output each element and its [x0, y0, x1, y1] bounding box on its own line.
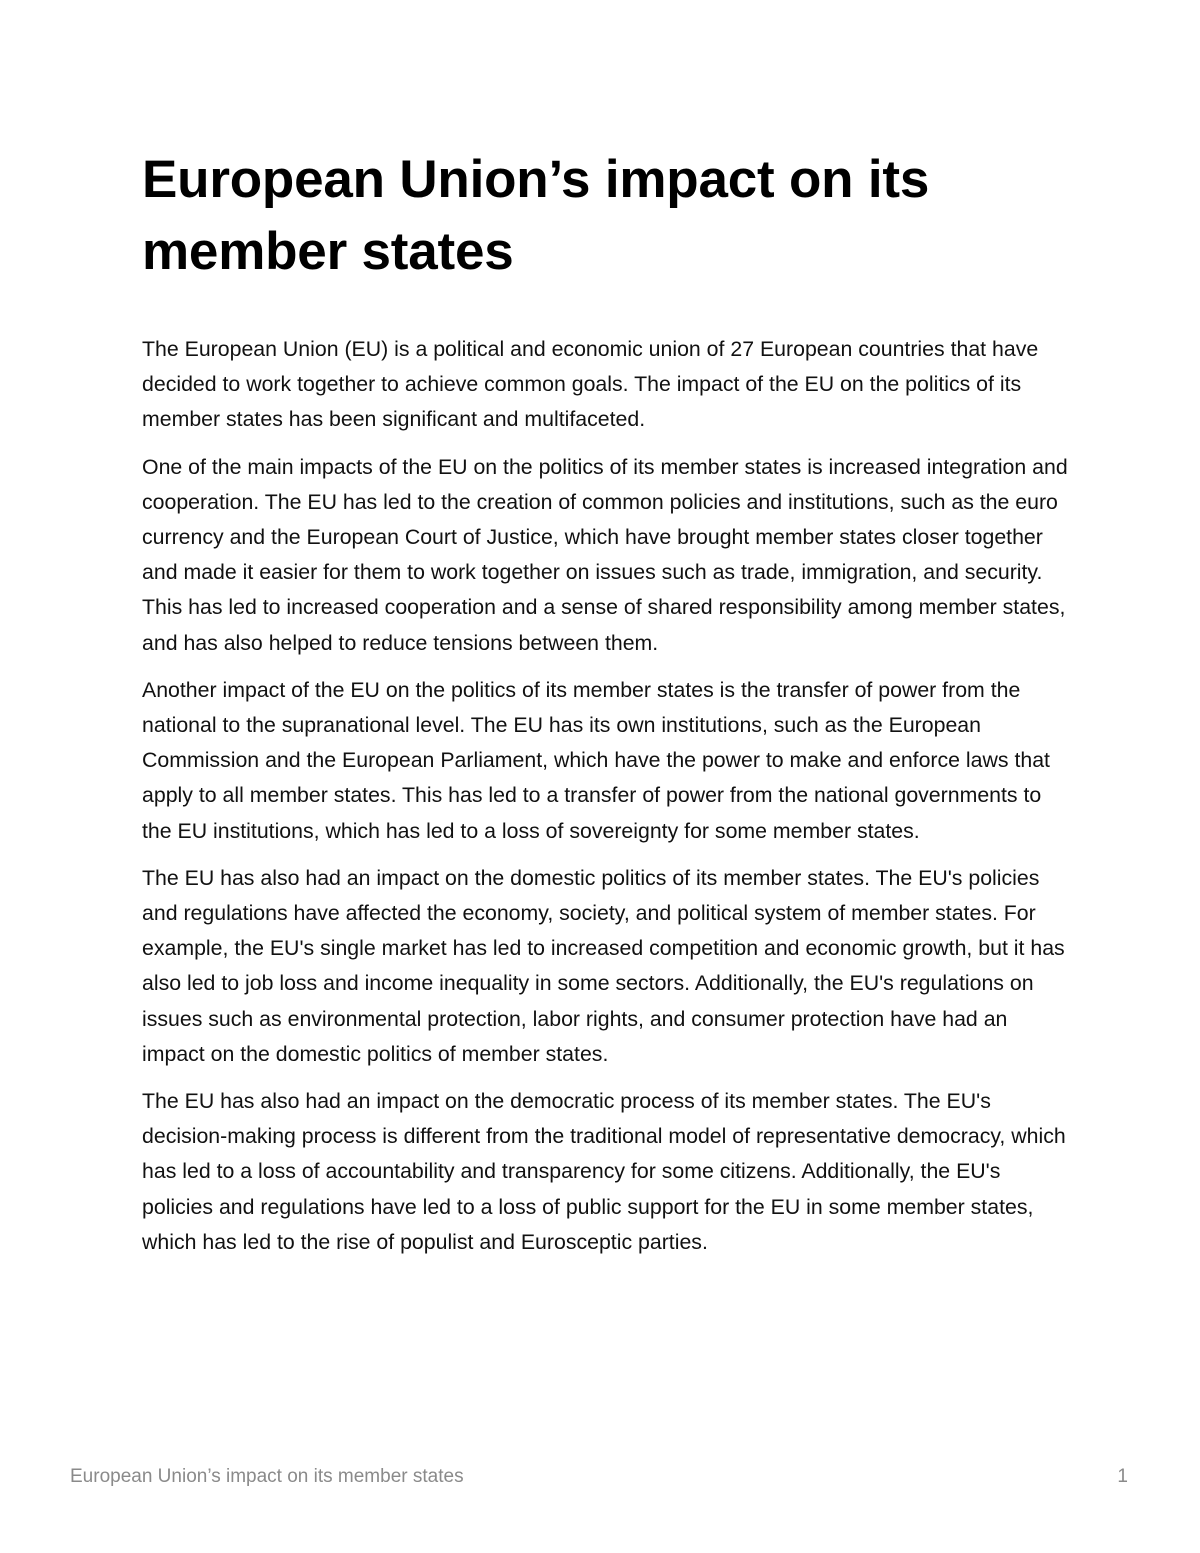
document-title: European Union’s impact on its member states [142, 150, 930, 281]
page-number: 1 [1117, 1466, 1128, 1487]
paragraph-4: The EU has also had an impact on the domestic politics of its member states. The EU's policies and regulations have affected the economy, society, and political system of member states. For example, the EU's single market has led to increased competition and economic growth, but it has also led to job loss and income inequality in some sectors. Additionally, the EU's regulations on issues such as environmental protection, labor rights, and consumer protection have had an impact on the domestic politics of member states. [142, 865, 1065, 1066]
page-footer [70, 1462, 1128, 1492]
document-body [142, 144, 1072, 1272]
footer-title: European Union’s impact on its member states [70, 1466, 464, 1487]
paragraph-3: Another impact of the EU on the politics of its member states is the transfer of power from the national to the supranational level. The EU has its own institutions, such as the European Commission and the European Parliament, which have the power to make and enforce laws that apply to all member states. This has led to a transfer of power from the national governments to the EU institutions, which has led to a loss of sovereignty for some member states. [142, 677, 1050, 843]
paragraph-2: One of the main impacts of the EU on the politics of its member states is increased integration and cooperation. The EU has led to the creation of common policies and institutions, such as the euro currency and the European Court of Justice, which have brought member states closer together and made it easier for them to work together on issues such as trade, immigration, and security. This has led to increased cooperation and a sense of shared responsibility among member states, and has also helped to reduce tensions between them. [142, 454, 1068, 655]
paragraph-5: The EU has also had an impact on the democratic process of its member states. The EU's decision-making process is different from the traditional model of representative democracy, which has led to a loss of accountability and transparency for some citizens. Additionally, the EU's policies and regulations have led to a loss of public support for the EU in some member states, which has led to the rise of populist and Eurosceptic parties. [142, 1089, 1066, 1254]
paragraph-1: The European Union (EU) is a political and economic union of 27 European countries that have decided to work together to achieve common goals. The impact of the EU on the politics of its member states has been significant and multifaceted. [142, 337, 1039, 432]
